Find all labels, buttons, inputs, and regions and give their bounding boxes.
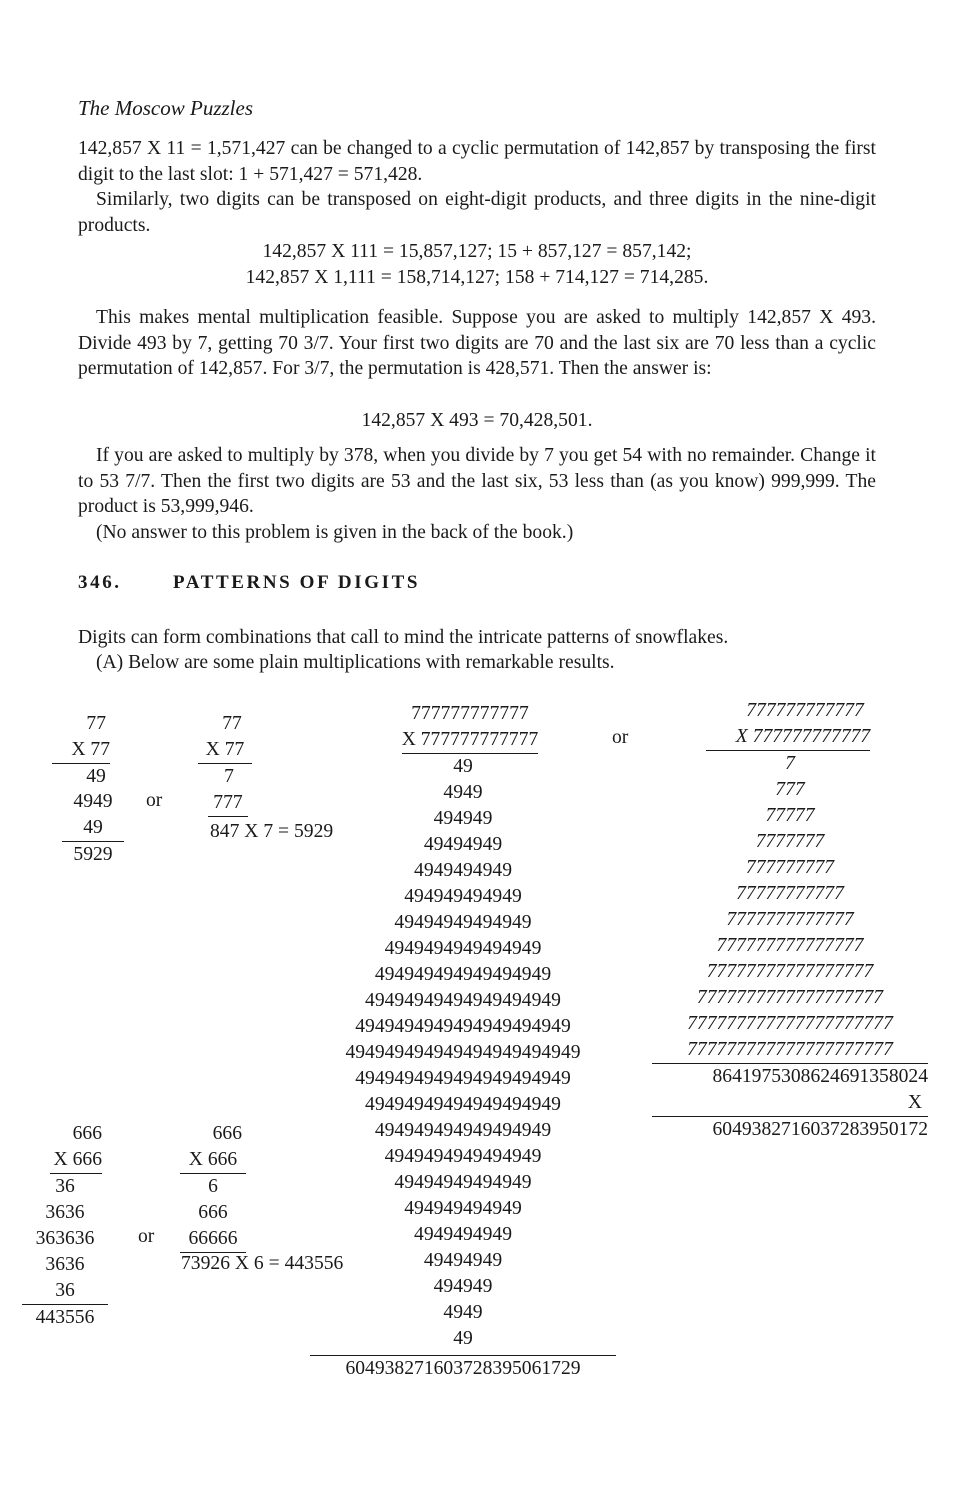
partial-product: 494949 — [433, 1276, 493, 1297]
partial-product: 4949 — [443, 1302, 483, 1323]
partial-product: 7777777777777777777 — [696, 987, 884, 1008]
multiplier: X 77 — [198, 737, 252, 764]
multiplication-77-long-partials — [62, 789, 124, 868]
partial-product: 49 — [86, 766, 106, 787]
section-title: PATTERNS OF DIGITS — [173, 572, 421, 593]
partial-product: 494949494949494949 — [374, 964, 552, 985]
multiplier: X 777777777777 — [706, 724, 870, 751]
partial-product: 777777777 — [745, 857, 835, 878]
product-result: 443556 — [35, 1307, 95, 1328]
partial-product: 49494949 — [423, 1250, 503, 1271]
multiplier: X 77 — [52, 737, 110, 764]
multiplier-wrap — [310, 727, 616, 754]
multiplication-77-short — [198, 711, 252, 817]
partial-product: 4949494949494949 — [384, 1146, 542, 1167]
partial-product: 7 — [224, 766, 234, 787]
partial-product: 49494949494949494949 — [365, 990, 561, 1011]
partial-product: 777 — [208, 790, 248, 817]
partial-product: 494949494949 — [404, 886, 522, 907]
partial-product: 4949494949 — [414, 860, 512, 881]
product-result-77-short: 847 X 7 = 5929 — [210, 821, 334, 842]
partial-product: 49494949 — [423, 834, 503, 855]
product-result: 5929 — [73, 844, 113, 865]
paragraph-378: If you are asked to multiply by 378, when you divide by 7 you get 54 with no remainder. Change it to 53 7/7. Then the first two digits are 53 and the last six, 53 less than (as you know) 999,999. The product is 53,999,946. — [78, 445, 876, 517]
product-result: 6049382716037283950172 — [712, 1119, 928, 1140]
running-head: The Moscow Puzzles — [78, 96, 253, 120]
partial-product: 777777777777777777777 — [687, 1013, 893, 1034]
multiplier: X 777777777777 — [402, 727, 539, 754]
or-connector: or — [612, 727, 629, 748]
partial-product: 4949494949494949494949 — [355, 1068, 571, 1089]
partial-product: 7 — [785, 753, 795, 774]
partial-product: 363636 — [35, 1228, 95, 1249]
multiplicand: 666 — [72, 1123, 102, 1144]
paragraph-snowflakes: Digits can form combinations that call to mind the intricate patterns of snowflakes. — [78, 627, 729, 648]
equation-493: 142,857 X 493 = 70,428,501. — [361, 410, 593, 431]
partial-product: 7777777777777 — [726, 909, 854, 930]
multiplication-7x12-sevens — [652, 698, 928, 1143]
partial-product: 4949 — [73, 791, 113, 812]
equation-111: 142,857 X 111 = 15,857,127; 15 + 857,127 = 857,142; — [262, 241, 692, 262]
partial-product: 4949 — [443, 782, 483, 803]
paragraph-part-a: (A) Below are some plain multiplications with remarkable results. — [96, 652, 615, 673]
partial-product: 4949494949494949 — [384, 938, 542, 959]
or-connector: or — [138, 1226, 155, 1247]
paragraph-similarly: Similarly, two digits can be transposed on eight-digit products, and three digits in the nine-digit products. — [78, 189, 876, 236]
partial-product: 77777 — [765, 805, 815, 826]
multiplicand: 666 — [212, 1123, 242, 1144]
times-sign: X — [652, 1090, 928, 1117]
partial-product: 49494949494949 — [394, 1172, 532, 1193]
partial-product: 777 — [775, 779, 805, 800]
or-connector: or — [146, 790, 163, 811]
multiplicand: 77 — [222, 713, 242, 734]
section-number: 346. — [78, 572, 122, 593]
partial-product: 49494949494949 — [394, 912, 532, 933]
multiplicand: 77 — [86, 713, 106, 734]
partial-product: 494949494949494949494949 — [345, 1042, 581, 1063]
partial-product: 49 — [62, 815, 124, 842]
partial-product: 36 — [22, 1278, 108, 1305]
partial-product: 494949494949 — [404, 1198, 522, 1219]
partial-product: 49494949494949494949 — [365, 1094, 561, 1115]
partial-product: 777777777777777777777 — [652, 1037, 928, 1064]
multiplication-7x12-pyramid — [310, 701, 616, 1382]
multiplicand: 777777777777 — [411, 703, 529, 724]
multiplication-77-long — [52, 711, 110, 790]
partial-product: 777777777777777 — [716, 935, 864, 956]
multiplication-666-long — [22, 1121, 108, 1331]
subtotal: 8641975308624691358024 — [712, 1066, 928, 1087]
product-result-666-short: 73926 X 6 = 443556 — [181, 1253, 344, 1274]
multiplicand: 777777777777 — [746, 700, 864, 721]
paragraph-no-answer: (No answer to this problem is given in the back of the book.) — [96, 522, 574, 543]
section-heading — [78, 572, 420, 594]
partial-product: 4949494949 — [414, 1224, 512, 1245]
partial-product: 77777777777777777 — [706, 961, 874, 982]
product-result: 604938271603728395061729 — [310, 1355, 616, 1382]
partial-product: 77777777777 — [736, 883, 844, 904]
partial-product: 36 — [55, 1176, 75, 1197]
partial-product: 7777777 — [755, 831, 825, 852]
paragraph-cyclic-permutation: 142,857 X 11 = 1,571,427 can be changed to a cyclic permutation of 142,857 by transposing the first digit to the last slot: 1 + 571,427 = 571,428. — [78, 138, 876, 185]
paragraph-mental-multiplication: This makes mental multiplication feasible. Suppose you are asked to multiply 142,857 X 493. Divide 493 by 7, getting 70 3/7. Your first two digits are 70 and the last six are 70 less than a cyclic permutation of 142,857. For 3/7, the permutation is 428,571. Then the answer is: — [78, 307, 876, 379]
partial-product: 666 — [198, 1202, 228, 1223]
partial-product: 3636 — [45, 1254, 85, 1275]
multiplier-wrap — [652, 724, 928, 751]
partial-product: 66666 — [180, 1226, 246, 1253]
partial-product: 49 — [453, 756, 473, 777]
partial-product: 4949494949494949494949 — [355, 1016, 571, 1037]
partial-product: 6 — [208, 1176, 218, 1197]
partial-product: 49 — [453, 1328, 473, 1349]
multiplier: X 666 — [180, 1147, 246, 1174]
equation-1111: 142,857 X 1,111 = 158,714,127; 158 + 714,127 = 714,285. — [245, 267, 709, 288]
partial-product: 494949 — [433, 808, 493, 829]
partial-product: 494949494949494949 — [374, 1120, 552, 1141]
multiplication-666-short — [180, 1121, 246, 1253]
multiplier: X 666 — [50, 1147, 102, 1174]
partial-product: 3636 — [45, 1202, 85, 1223]
